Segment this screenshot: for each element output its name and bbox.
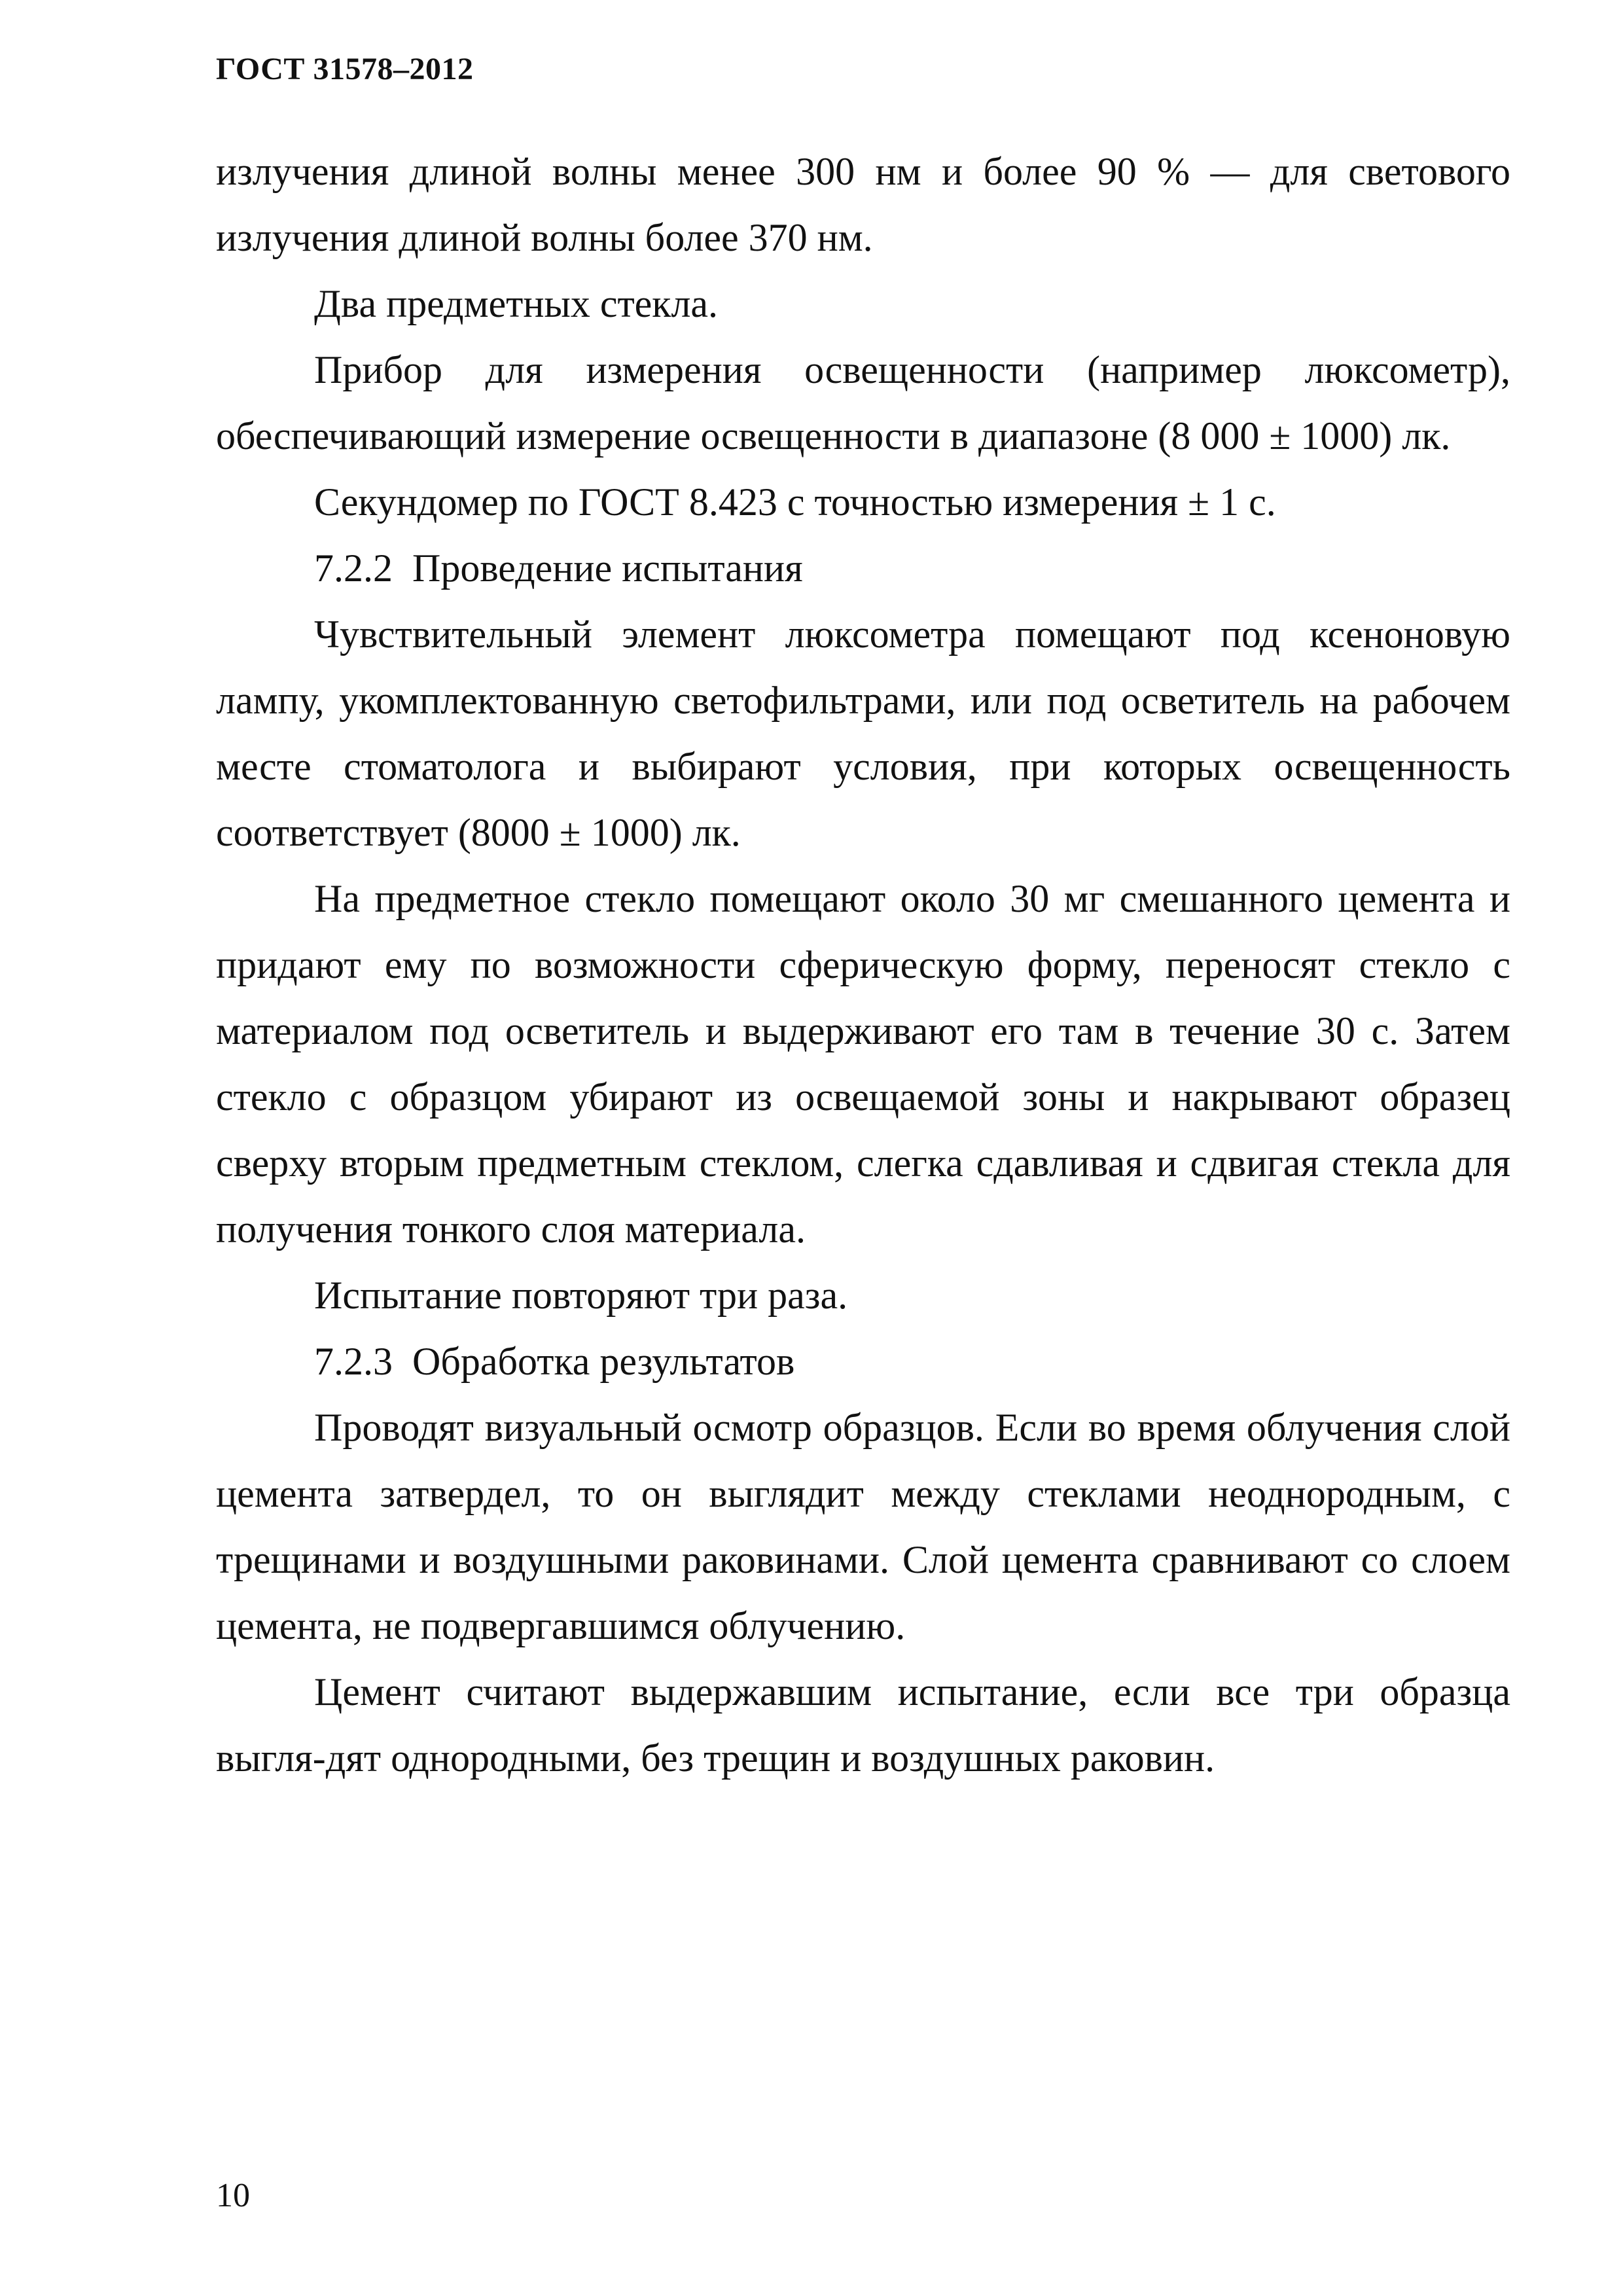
paragraph-stopwatch: Секундомер по ГОСТ 8.423 с точностью измерения ± 1 с. — [314, 480, 1276, 524]
paragraph-sample-procedure: На предметное стекло помещают около 30 мг смешанного цемента и придают ему по возможности сферическую форму, переносят стекло с материалом под осветитель и выдерживают его там в течение 30 с. Затем стекло с образцом убирают из освещаемой зоны и накрывают образец сверху вторым предметным стеклом, слегка сдавливая и сдвигая стекла для получения тонкого слоя материала. — [216, 877, 1510, 1251]
document-header: ГОСТ 31578–2012 — [216, 52, 474, 86]
paragraph-repeat: Испытание повторяют три раза. — [314, 1274, 848, 1317]
page-number: 10 — [216, 2177, 250, 2214]
paragraph-luxmeter: Прибор для измерения освещенности (например люксометр), обеспечивающий измерение освещенности в диапазоне (8 000 ± 1000) лк. — [216, 348, 1510, 457]
document-body — [216, 139, 1510, 1791]
paragraph-visual-inspection: Проводят визуальный осмотр образцов. Если во время облучения слой цемента затвердел, то он выглядит между стеклами неоднородным, с трещинами и воздушными раковинами. Слой цемента сравнивают со слоем цемента, не подвергавшимся облучению. — [216, 1406, 1510, 1647]
section-heading-7-2-2: 7.2.2 Проведение испытания — [314, 547, 803, 590]
paragraph-sensor-setup: Чувствительный элемент люксометра помещают под ксеноновую лампу, укомплектованную светофильтрами, или под осветитель на рабочем месте стоматолога и выбирают условия, при которых освещенность соответствует (8000 ± 1000) лк. — [216, 613, 1510, 854]
paragraph-uv-transmission: излучения длиной волны менее 300 нм и более 90 % — для светового излучения длиной волны более 370 нм. — [216, 150, 1510, 259]
paragraph-pass-criteria: Цемент считают выдержавшим испытание, если все три образца выгля-дят однородными, без трещин и воздушных раковин. — [216, 1670, 1510, 1780]
paragraph-glass-slides: Два предметных стекла. — [314, 282, 719, 325]
section-heading-7-2-3: 7.2.3 Обработка результатов — [314, 1340, 795, 1383]
